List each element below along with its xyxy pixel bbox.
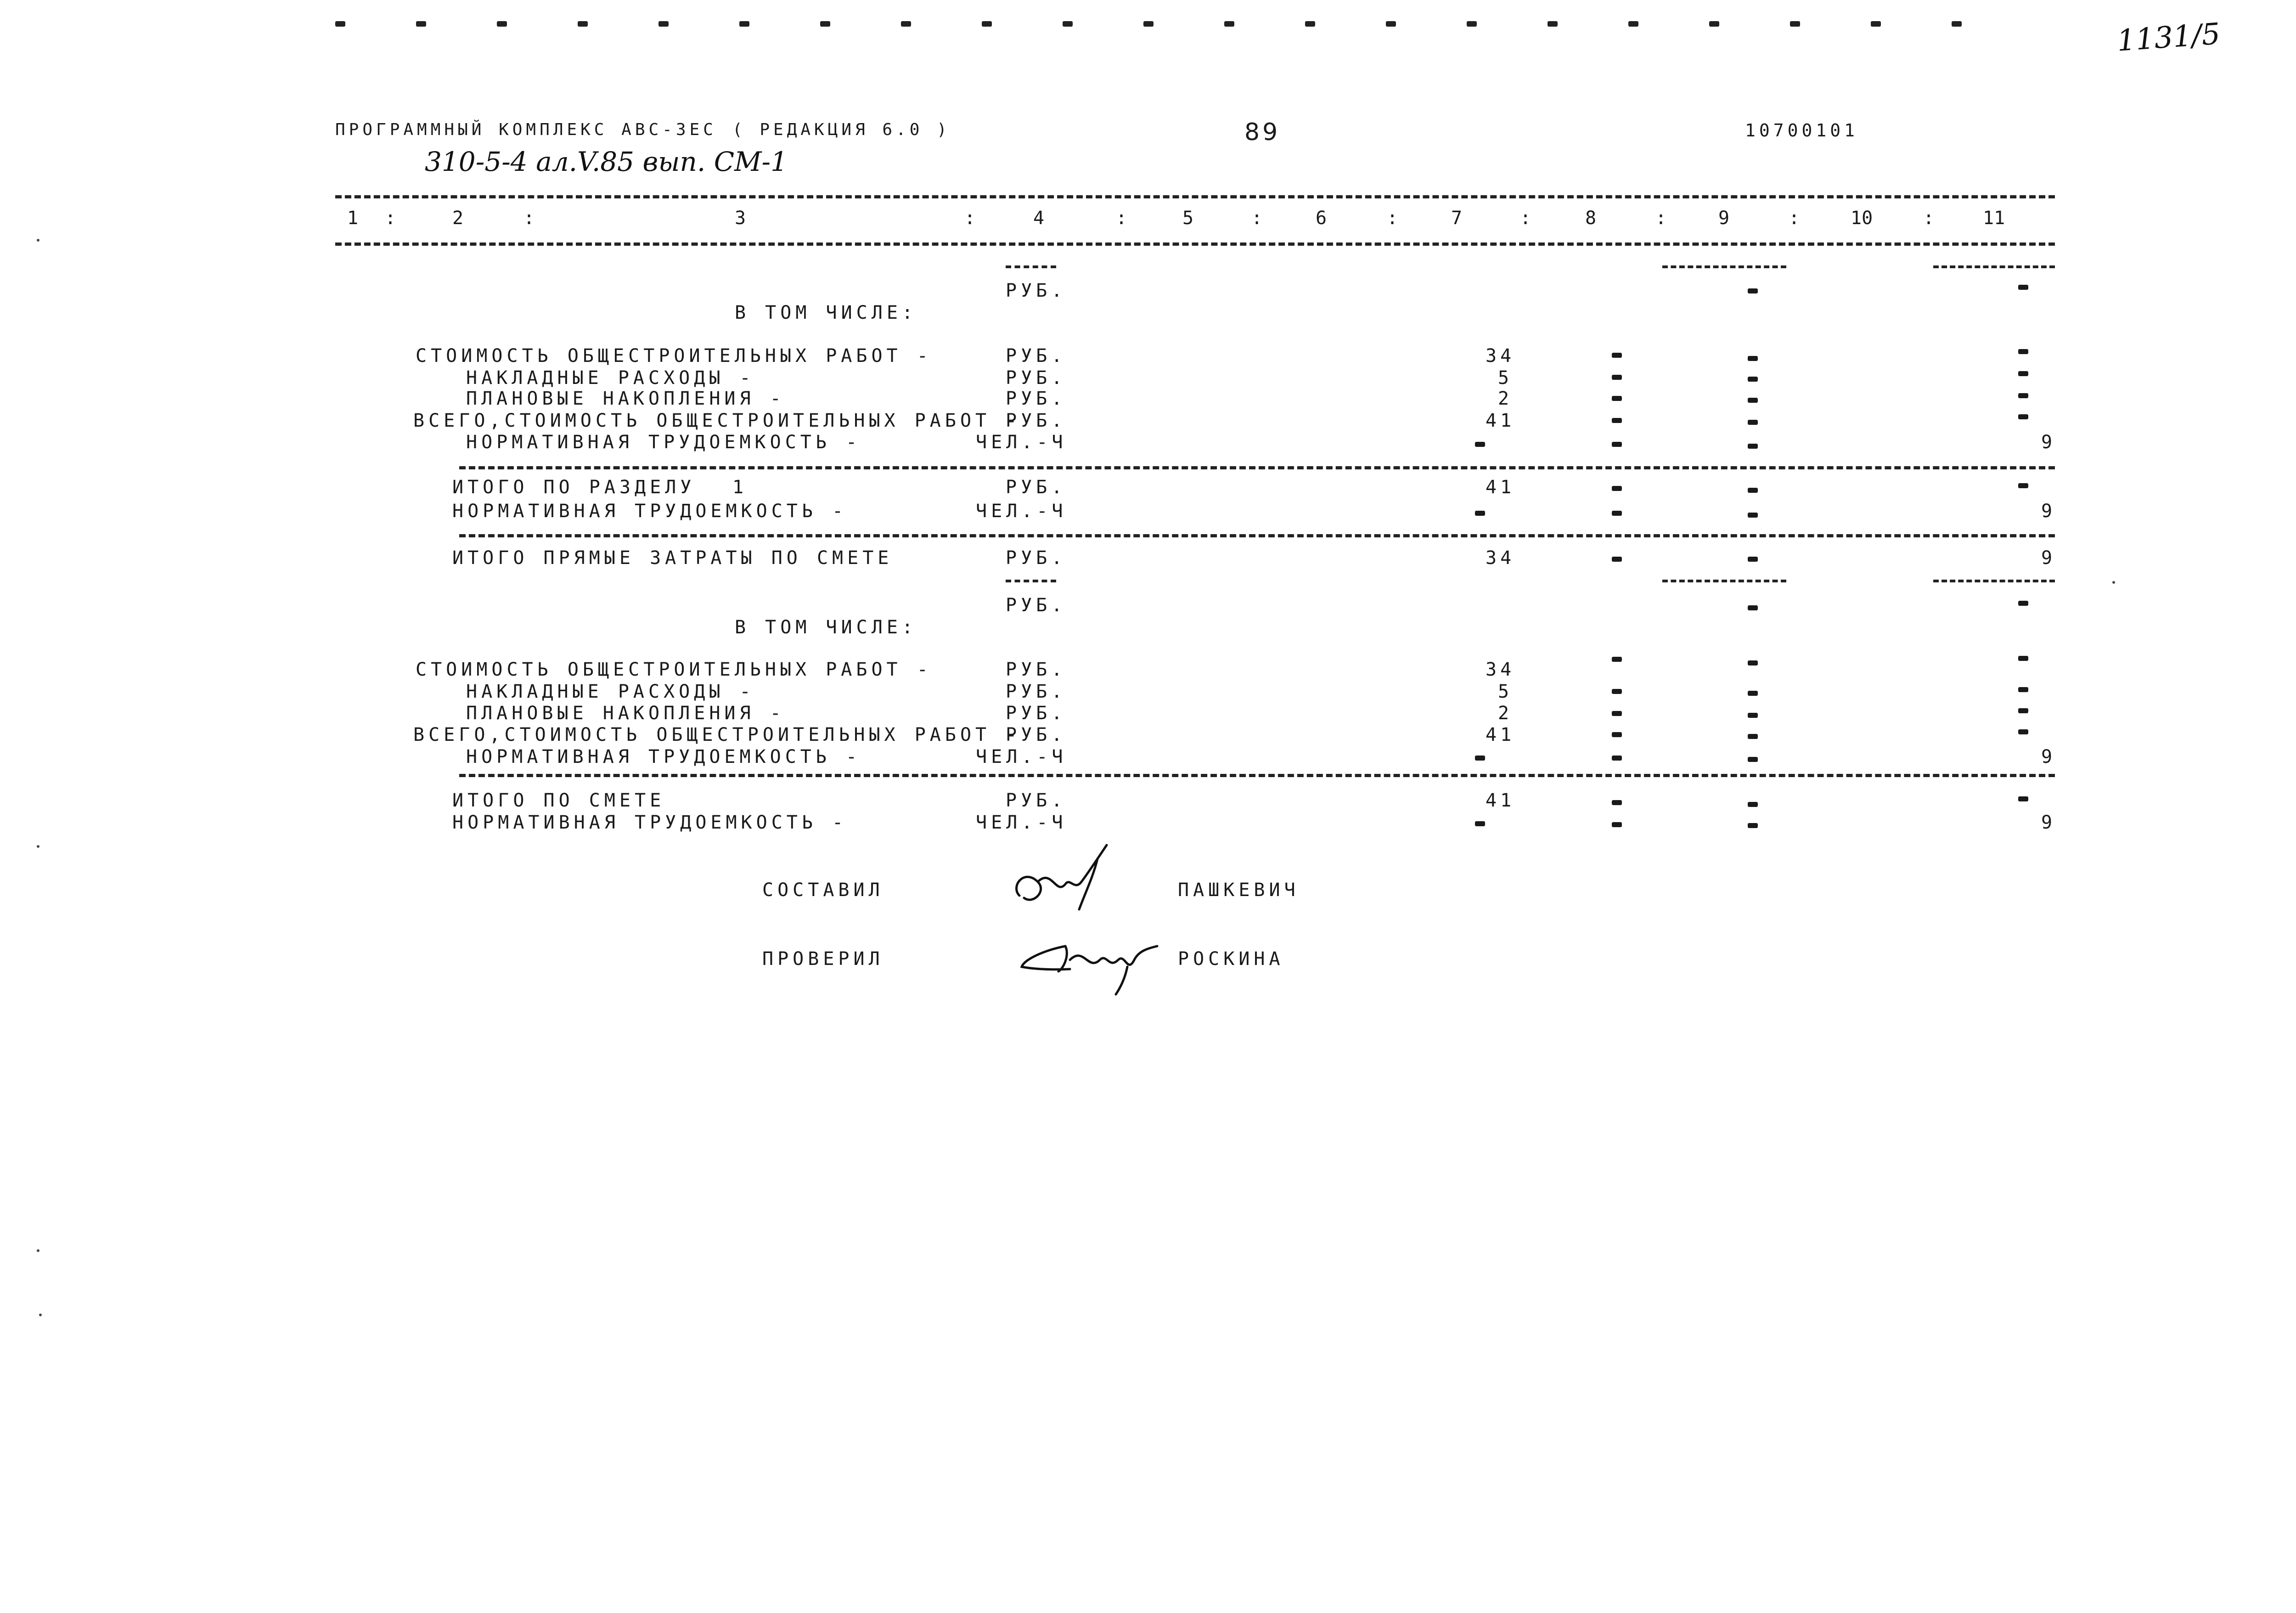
col-6: 6 bbox=[1316, 208, 1327, 229]
col-11: 11 bbox=[1983, 208, 2005, 229]
unit-cell: ЧЕЛ.-Ч bbox=[976, 432, 1067, 453]
row-label: СТОИМОСТЬ ОБЩЕСТРОИТЕЛЬНЫХ РАБОТ - bbox=[416, 659, 932, 680]
empty-dash bbox=[1612, 511, 1622, 516]
section-number: 1 bbox=[732, 477, 748, 498]
empty-dash bbox=[1612, 689, 1622, 694]
unit-cell: РУБ. bbox=[1006, 367, 1067, 389]
scan-speck bbox=[39, 1314, 42, 1316]
unit-cell: РУБ. bbox=[1006, 790, 1067, 811]
col-7: 7 bbox=[1451, 208, 1463, 229]
row-label: ВСЕГО,СТОИМОСТЬ ОБЩЕСТРОИТЕЛЬНЫХ РАБОТ - bbox=[413, 410, 1021, 431]
value-col11: 9 bbox=[2041, 746, 2056, 767]
unit-cell: ЧЕЛ.-Ч bbox=[976, 812, 1067, 833]
col-sep: : bbox=[1387, 208, 1398, 229]
row-label: ИТОГО ПО СМЕТЕ bbox=[452, 790, 665, 811]
subsection-heading: В ТОМ ЧИСЛЕ: bbox=[735, 302, 917, 323]
col4-underline bbox=[1006, 265, 1056, 268]
checker-name: РОСКИНА bbox=[1178, 948, 1284, 970]
empty-dash bbox=[1748, 757, 1758, 762]
empty-dash bbox=[2018, 393, 2028, 398]
empty-dash bbox=[1612, 353, 1622, 358]
row-label: ПЛАНОВЫЕ НАКОПЛЕНИЯ - bbox=[466, 703, 785, 724]
unit-cell: РУБ. bbox=[1006, 724, 1067, 745]
unit-cell: ЧЕЛ.-Ч bbox=[976, 746, 1067, 767]
row-label: НАКЛАДНЫЕ РАСХОДЫ - bbox=[466, 367, 755, 389]
empty-dash bbox=[2018, 729, 2028, 734]
col-9: 9 bbox=[1718, 208, 1730, 229]
col-sep: : bbox=[964, 208, 976, 229]
value-col7: 34 bbox=[1486, 659, 1515, 680]
empty-dash bbox=[1475, 511, 1485, 516]
scan-speck bbox=[37, 845, 39, 848]
col-sep: : bbox=[1923, 208, 1935, 229]
document-code: 10700101 bbox=[1745, 120, 1859, 141]
unit-cell: РУБ. bbox=[1006, 280, 1067, 301]
col-8: 8 bbox=[1585, 208, 1597, 229]
col-sep: : bbox=[1116, 208, 1127, 229]
empty-dash bbox=[1748, 713, 1758, 718]
header-bottom-rule bbox=[335, 243, 2055, 246]
col9-underline bbox=[1662, 265, 1786, 268]
top-dash-row bbox=[335, 13, 2034, 31]
empty-dash bbox=[2018, 371, 2028, 376]
scan-speck bbox=[2112, 581, 2115, 584]
empty-dash bbox=[2018, 483, 2028, 488]
unit-cell: РУБ. bbox=[1006, 703, 1067, 724]
empty-dash bbox=[2018, 414, 2028, 419]
value-col7: 2 bbox=[1498, 703, 1513, 724]
empty-dash bbox=[1612, 486, 1622, 491]
block-rule bbox=[459, 774, 2055, 777]
col9-underline bbox=[1662, 580, 1786, 582]
col4-underline bbox=[1006, 580, 1056, 582]
empty-dash bbox=[1612, 822, 1622, 827]
col-sep: : bbox=[1655, 208, 1667, 229]
unit-cell: РУБ. bbox=[1006, 681, 1067, 702]
empty-dash bbox=[1475, 821, 1485, 826]
value-col7: 34 bbox=[1486, 345, 1515, 367]
col-sep: : bbox=[1251, 208, 1263, 229]
value-col7: 41 bbox=[1486, 790, 1515, 811]
composer-name: ПАШКЕВИЧ bbox=[1178, 880, 1300, 901]
value-col7: 2 bbox=[1498, 388, 1513, 409]
empty-dash bbox=[1612, 418, 1622, 423]
value-col7: 41 bbox=[1486, 477, 1515, 498]
col11-underline bbox=[1933, 265, 2055, 268]
value-col7: 5 bbox=[1498, 367, 1513, 389]
checked-label: ПРОВЕРИЛ bbox=[762, 948, 884, 970]
unit-cell: РУБ. bbox=[1006, 595, 1067, 616]
col-10: 10 bbox=[1851, 208, 1873, 229]
empty-dash bbox=[1612, 375, 1622, 380]
empty-dash bbox=[1748, 488, 1758, 493]
empty-dash bbox=[1748, 605, 1758, 610]
row-label: НОРМАТИВНАЯ ТРУДОЕМКОСТЬ - bbox=[452, 812, 848, 833]
row-label: НОРМАТИВНАЯ ТРУДОЕМКОСТЬ - bbox=[466, 432, 861, 453]
row-label: ИТОГО ПО РАЗДЕЛУ bbox=[452, 477, 696, 498]
empty-dash bbox=[1748, 691, 1758, 696]
col-sep: : bbox=[1789, 208, 1800, 229]
block-rule bbox=[459, 534, 2055, 537]
row-label: НАКЛАДНЫЕ РАСХОДЫ - bbox=[466, 681, 755, 702]
edition-label: ( РЕДАКЦИЯ 6.0 ) bbox=[732, 120, 951, 139]
empty-dash bbox=[1748, 377, 1758, 382]
row-label: ПЛАНОВЫЕ НАКОПЛЕНИЯ - bbox=[466, 388, 785, 409]
empty-dash bbox=[1748, 557, 1758, 562]
empty-dash bbox=[2018, 285, 2028, 290]
empty-dash bbox=[1612, 557, 1622, 562]
col-sep: : bbox=[385, 208, 396, 229]
value-col11: 9 bbox=[2041, 547, 2056, 569]
empty-dash bbox=[1748, 734, 1758, 739]
empty-dash bbox=[1748, 660, 1758, 666]
composer-signature bbox=[1006, 840, 1125, 919]
empty-dash bbox=[1475, 756, 1485, 761]
empty-dash bbox=[2018, 687, 2028, 692]
empty-dash bbox=[1748, 356, 1758, 361]
col-2: 2 bbox=[452, 208, 464, 229]
value-col7: 34 bbox=[1486, 547, 1515, 569]
empty-dash bbox=[1612, 800, 1622, 805]
row-label: НОРМАТИВНАЯ ТРУДОЕМКОСТЬ - bbox=[452, 501, 848, 522]
value-col7: 5 bbox=[1498, 681, 1513, 702]
col-3: 3 bbox=[735, 208, 746, 229]
scan-speck bbox=[37, 1249, 39, 1252]
col-sep: : bbox=[523, 208, 535, 229]
handwritten-reference: 310-5-4 ал.V.85 вып. СМ-1 bbox=[425, 146, 788, 177]
scan-speck bbox=[37, 239, 39, 242]
row-label: НОРМАТИВНАЯ ТРУДОЕМКОСТЬ - bbox=[466, 746, 861, 767]
page-number: 89 bbox=[1244, 118, 1281, 146]
unit-cell: ЧЕЛ.-Ч bbox=[976, 501, 1067, 522]
checker-signature bbox=[1015, 928, 1166, 997]
empty-dash bbox=[2018, 656, 2028, 661]
col-4: 4 bbox=[1033, 208, 1045, 229]
row-label: ИТОГО ПРЯМЫЕ ЗАТРАТЫ ПО СМЕТЕ bbox=[452, 547, 893, 569]
row-label: СТОИМОСТЬ ОБЩЕСТРОИТЕЛЬНЫХ РАБОТ - bbox=[416, 345, 932, 367]
row-label: ВСЕГО,СТОИМОСТЬ ОБЩЕСТРОИТЕЛЬНЫХ РАБОТ - bbox=[413, 724, 1021, 745]
empty-dash bbox=[1748, 444, 1758, 449]
empty-dash bbox=[1748, 420, 1758, 425]
unit-cell: РУБ. bbox=[1006, 388, 1067, 409]
empty-dash bbox=[2018, 796, 2028, 801]
unit-cell: РУБ. bbox=[1006, 410, 1067, 431]
empty-dash bbox=[2018, 349, 2028, 354]
header-top-rule bbox=[335, 195, 2055, 198]
unit-cell: РУБ. bbox=[1006, 345, 1067, 367]
unit-cell: РУБ. bbox=[1006, 477, 1067, 498]
value-col11: 9 bbox=[2041, 501, 2056, 522]
col-1: 1 bbox=[347, 208, 359, 229]
value-col7: 41 bbox=[1486, 410, 1515, 431]
value-col11: 9 bbox=[2041, 432, 2056, 453]
empty-dash bbox=[1612, 442, 1622, 447]
program-title: ПРОГРАММНЫЙ КОМПЛЕКС АВС-3ЕС bbox=[335, 120, 717, 139]
subsection-heading: В ТОМ ЧИСЛЕ: bbox=[735, 617, 917, 638]
value-col11: 9 bbox=[2041, 812, 2056, 833]
empty-dash bbox=[1748, 398, 1758, 403]
empty-dash bbox=[1748, 802, 1758, 807]
col-5: 5 bbox=[1182, 208, 1194, 229]
empty-dash bbox=[1475, 442, 1485, 447]
corner-handwritten-note: 1131/5 bbox=[2116, 17, 2222, 58]
empty-dash bbox=[2018, 601, 2028, 606]
empty-dash bbox=[1748, 513, 1758, 518]
col-sep: : bbox=[1520, 208, 1531, 229]
unit-cell: РУБ. bbox=[1006, 659, 1067, 680]
empty-dash bbox=[1612, 711, 1622, 716]
empty-dash bbox=[1612, 732, 1622, 737]
empty-dash bbox=[2018, 708, 2028, 713]
value-col7: 41 bbox=[1486, 724, 1515, 745]
unit-cell: РУБ. bbox=[1006, 547, 1067, 569]
col11-underline bbox=[1933, 580, 2055, 582]
composed-label: СОСТАВИЛ bbox=[762, 880, 884, 901]
empty-dash bbox=[1612, 657, 1622, 662]
empty-dash bbox=[1612, 756, 1622, 761]
empty-dash bbox=[1612, 396, 1622, 401]
empty-dash bbox=[1748, 823, 1758, 828]
block-rule bbox=[459, 466, 2055, 469]
empty-dash bbox=[1748, 288, 1758, 293]
